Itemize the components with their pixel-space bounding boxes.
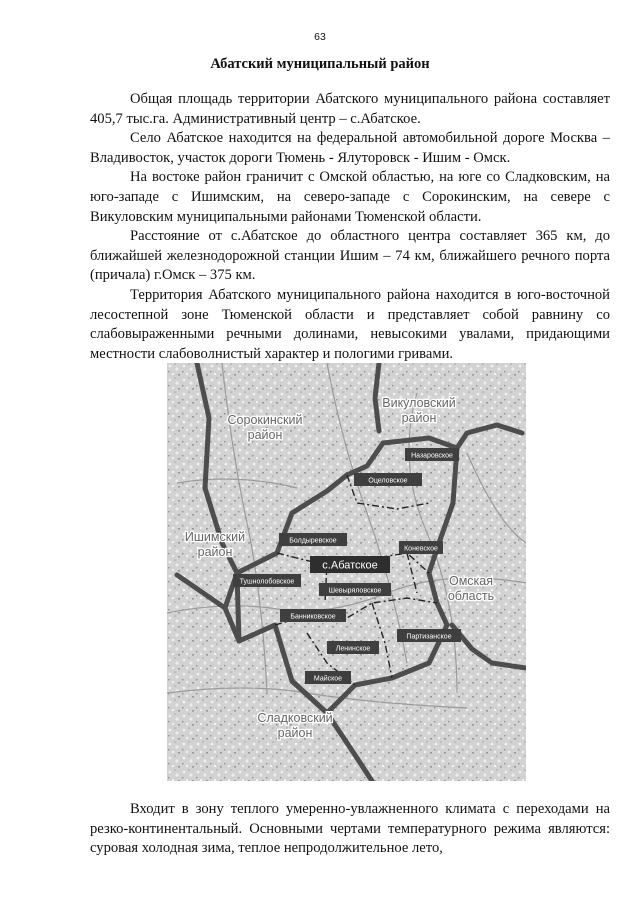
tushnolobovskoe-label: Тушнолобовское (239, 578, 295, 586)
omsk-label-1: Омская (448, 574, 494, 588)
badge-nazarovskoe (405, 448, 459, 461)
badge-partizanskoe (397, 629, 461, 642)
paragraph-terrain: Территория Абатского муниципального района находится в юго-восточной лесостепной зоне Тюменской области и представляет собой равнину со слабовыраженными речными долинами, невысокими увалами, придающими местности слабоволнистый характер и пологими гривами. (90, 286, 610, 362)
lenino-label: Ленинское (335, 645, 371, 653)
paragraph-location: Село Абатское находится на федеральной автомобильной дороге Москва – Владивосток, участок дороги Тюмень - Ялуторовск - Ишим - Омск. (90, 130, 610, 166)
paragraph-area: Общая площадь территории Абатского муниципального района составляет 405,7 тыс.га. Административный центр – с.Абатское. (90, 91, 610, 127)
badge-center (310, 556, 390, 573)
sorokinsky-label-2: район (247, 428, 283, 442)
badge-ochelovskoe (354, 473, 422, 486)
map-svg (167, 363, 526, 781)
sladkovsky-label-1: Сладковский (257, 711, 333, 725)
district-map (167, 363, 526, 781)
omsk-label-2: область (447, 589, 495, 603)
paragraph-borders: На востоке район граничит с Омской областью, на юге со Сладковским, на юго-западе с Ишимским, на северо-западе с Сорокинским, на севере с Викуловским муниципальными районами Тюменской области. (90, 169, 610, 225)
page-number: 63 (314, 31, 326, 43)
vikulovsky-label-2: район (401, 411, 437, 425)
partizanskoe-label: Партизанское (406, 633, 452, 641)
vikulovsky-label-1: Викуловский (382, 396, 456, 410)
paragraph-climate: Входит в зону теплого умеренно-увлажненного климата с переходами на резко-континентальный. Основными чертами температурного режима являются: суровая холодная зима, теплое непродолжительное лето, (90, 801, 610, 857)
badge-boldyrevskoe (279, 533, 347, 546)
climate-text (90, 800, 610, 859)
intro-text (90, 90, 610, 364)
bankovskoe-label: Банниковское (290, 613, 336, 621)
badge-tushnolobovskoe (233, 574, 301, 587)
badge-bankovskoe (280, 609, 346, 622)
nazarovskoe-label: Назаровское (411, 452, 453, 460)
svg-text:Омскаяобласть (448, 574, 494, 603)
ishimsky-label-2: район (197, 545, 233, 559)
badge-konevskoe (399, 541, 443, 554)
badge-lenino (327, 641, 379, 654)
page-title: Абатский муниципальный район (210, 56, 430, 72)
konevskoe-label: Коневское (404, 545, 438, 553)
sorokinsky-label-1: Сорокинский (227, 413, 303, 427)
ishimsky-label-1: Ишимский (184, 530, 246, 544)
ochelovskoe-label: Оцеловское (368, 477, 408, 485)
boldyrevskoe-label: Болдыревское (289, 537, 337, 545)
center-label: с.Абатское (322, 559, 378, 572)
badge-mayskoe (305, 671, 351, 684)
shevyryalovskoe-label: Шевыряловское (328, 587, 382, 595)
badge-shevyryalovskoe (319, 583, 391, 596)
mayskoe-label: Майское (313, 675, 343, 683)
sladkovsky-label-2: район (277, 726, 313, 740)
paragraph-distance: Расстояние от с.Абатское до областного центра составляет 365 км, до ближайшей железнодорожной станции Ишим – 74 км, ближайшего речного порта (причала) г.Омск – 375 км. (90, 228, 610, 284)
